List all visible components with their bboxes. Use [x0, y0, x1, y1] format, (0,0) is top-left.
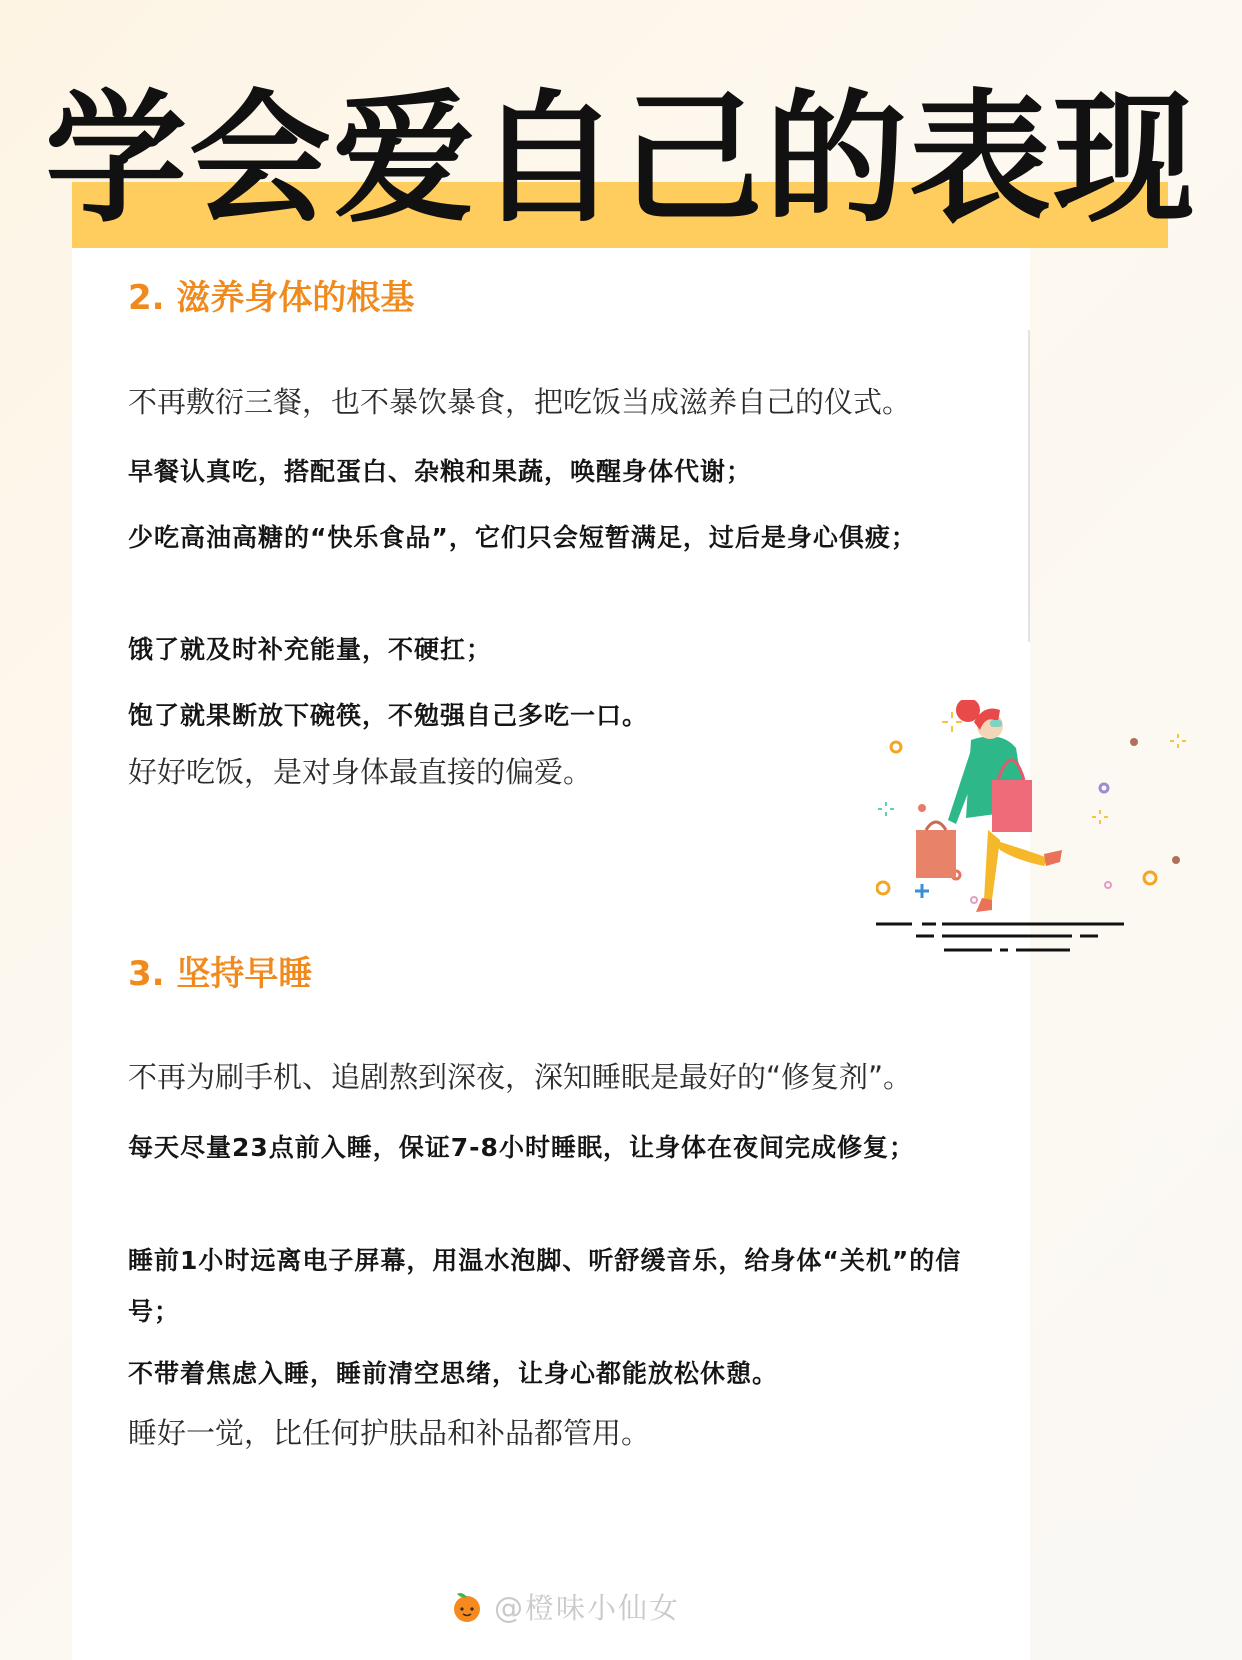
watermark-text: @橙味小仙女: [494, 1590, 681, 1625]
section-heading: 2. 滋养身体的根基: [128, 278, 415, 318]
woman-shopping-illustration: [876, 700, 1206, 1020]
section-point: 饿了就及时补充能量，不硬扛；: [128, 635, 493, 664]
section-point: 每天尽量23点前入睡，保证7-8小时睡眠，让身体在夜间完成修复；: [128, 1133, 915, 1162]
card-divider: [1028, 330, 1030, 642]
section-point: 饱了就果断放下碗筷，不勉强自己多吃一口。: [128, 701, 649, 730]
orange-icon: [450, 1589, 484, 1623]
section-point: 少吃高油高糖的“快乐食品”，它们只会短暂满足，过后是身心俱疲；: [128, 523, 917, 552]
section-intro: 不再为刷手机、追剧熬到深夜，深知睡眠是最好的“修复剂”。: [128, 1060, 913, 1094]
section-outro: 睡好一觉，比任何护肤品和补品都管用。: [128, 1416, 651, 1450]
section-outro: 好好吃饭，是对身体最直接的偏爱。: [128, 755, 593, 789]
footer-watermark: [450, 1586, 680, 1626]
section-point: 睡前1小时远离电子屏幕，用温水泡脚、听舒缓音乐，给身体“关机”的信号；: [128, 1246, 962, 1326]
section-point: 早餐认真吃，搭配蛋白、杂粮和果蔬，唤醒身体代谢；: [128, 457, 753, 486]
section-point: 不带着焦虑入睡，睡前清空思绪，让身心都能放松休憩。: [128, 1359, 779, 1388]
section-intro: 不再敷衍三餐，也不暴饮暴食，把吃饭当成滋养自己的仪式。: [128, 385, 912, 419]
section-heading: 3. 坚持早睡: [128, 954, 313, 994]
page-title: 学会爱自己的表现: [45, 77, 1197, 242]
